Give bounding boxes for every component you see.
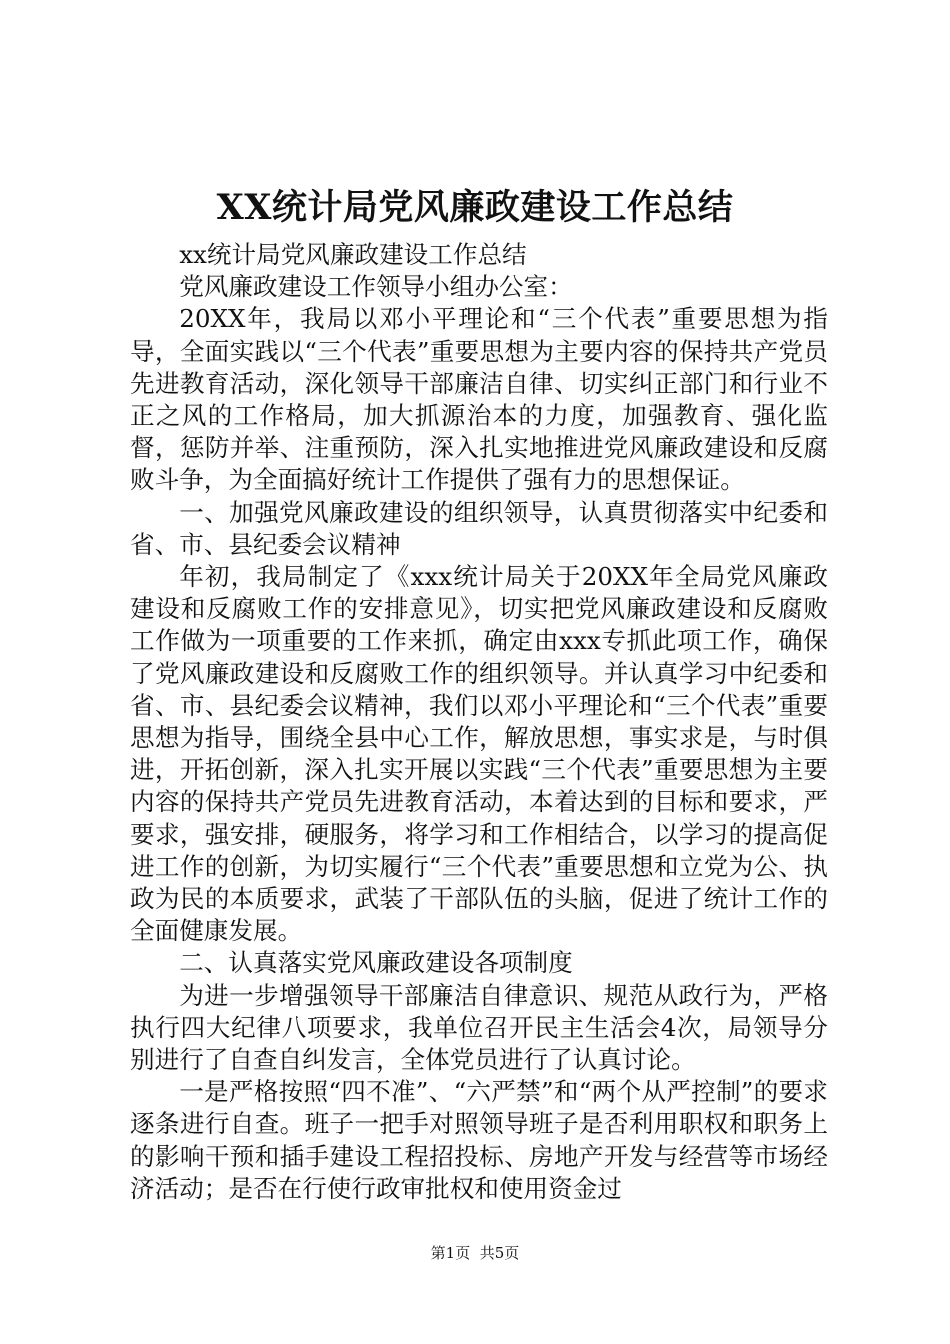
section-heading-1: 一、加强党风廉政建设的组织领导，认真贯彻落实中纪委和省、市、县纪委会议精神 xyxy=(130,497,828,559)
paragraph-addressee: 党风廉政建设工作领导小组办公室： xyxy=(179,272,573,302)
paragraph-intro: 20XX年，我局以邓小平理论和“三个代表”重要思想为指导，全面实践以“三个代表”重要思想为主要内容的保持共产党员先进教育活动，深化领导干部廉洁自律、切实纠正部门和行业不正之风的工作格局，加大抓源治本的力度，加强教育、强化监督，惩防并举、注重预防，深入扎实地推进党风廉政建设和反腐败斗争，为全面搞好统计工作提供了强有力的思想保证。 xyxy=(130,304,828,495)
page-total: 共5页 xyxy=(479,1244,520,1262)
paragraph-section-1: 年初，我局制定了《xxx统计局关于20XX年全局党风廉政建设和反腐败工作的安排意见》，切实把党风廉政建设和反腐败工作做为一项重要的工作来抓，确定由xxx专抓此项工作，确保了党风廉政建设和反腐败工作的组织领导。并认真学习中纪委和省、市、县纪委会议精神，我们以邓小平理论和“三个代表”重要思想为指导，围绕全县中心工作，解放思想，事实求是，与时俱进，开拓创新，深入扎实开展以实践“三个代表”重要思想为主要内容的保持共产党员先进教育活动，本着达到的目标和要求，严要求，强安排，硬服务，将学习和工作相结合，以学习的提高促进工作的创新，为切实履行“三个代表”重要思想和立党为公、执政为民的本质要求，武装了干部队伍的头脑，促进了统计工作的全面健康发展。 xyxy=(130,562,828,946)
section-heading-2: 二、认真落实党风廉政建设各项制度 xyxy=(179,948,573,978)
paragraph-subtitle: xx统计局党风廉政建设工作总结 xyxy=(179,240,527,269)
paragraph-section-2: 为进一步增强领导干部廉洁自律意识、规范从政行为，严格执行四大纪律八项要求，我单位召开民主生活会4次，局领导分别进行了自查自纠发言，全体党员进行了认真讨论。 xyxy=(130,980,828,1075)
paragraph-item-1: 一是严格按照“四不准”、“六严禁”和“两个从严控制”的要求逐条进行自查。班子一把手对照领导班子是否利用职权和职务上的影响干预和插手建设工程招投标、房地产开发与经营等市场经济活动；是否在行使行政审批权和使用资金过 xyxy=(130,1077,828,1203)
document-title: XX统计局党风廉政建设工作总结 xyxy=(216,187,734,228)
document-body xyxy=(130,239,828,1205)
page-footer xyxy=(0,1243,950,1263)
page-number: 第1页 xyxy=(430,1244,471,1262)
